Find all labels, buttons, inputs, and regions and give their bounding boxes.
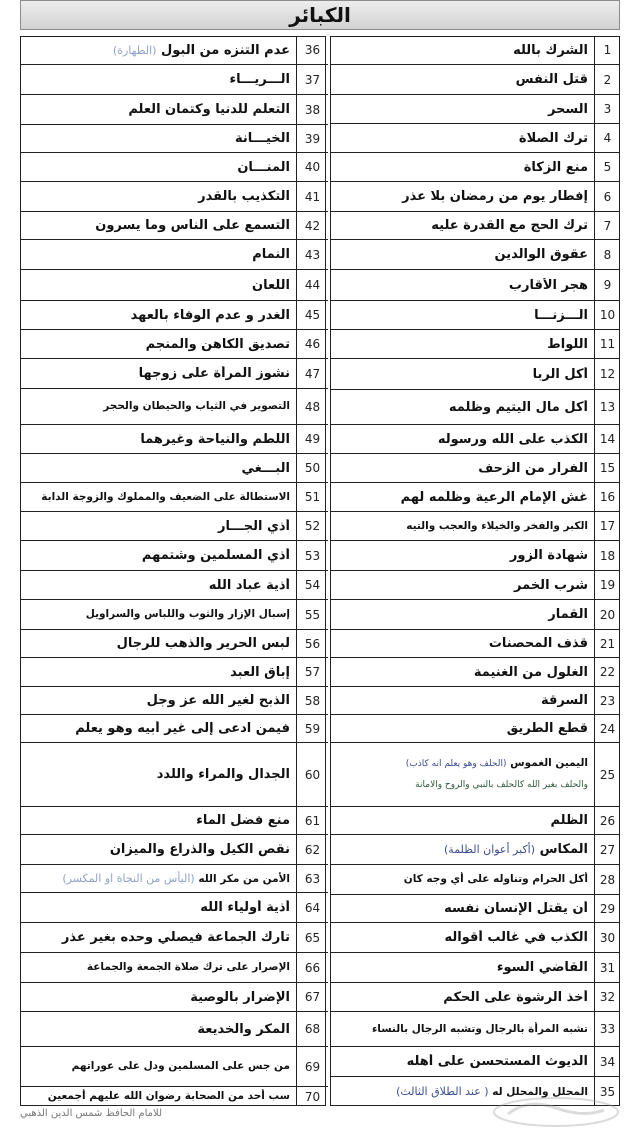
item-text (330, 636, 594, 651)
item-number: 9 (594, 270, 620, 300)
item-text (330, 665, 594, 680)
page-title: الكبائر (289, 3, 351, 27)
left-row-45 (20, 300, 328, 329)
item-text (330, 72, 594, 87)
item-text (330, 1054, 594, 1069)
item-number: 29 (594, 895, 620, 922)
item-main-text: الغدر و عدم الوفاء بالعهد (130, 307, 290, 323)
item-text (20, 842, 296, 857)
item-number: 70 (296, 1087, 328, 1106)
item-number: 18 (594, 541, 620, 570)
left-row-55 (20, 599, 328, 629)
item-main-text: أن يقتل الإنسان نفسه (444, 901, 588, 916)
item-number: 46 (296, 330, 328, 358)
left-row-62 (20, 834, 328, 864)
item-number: 38 (296, 95, 328, 124)
right-row-2 (330, 64, 620, 94)
right-row-6 (330, 181, 620, 211)
item-main-text: الـــريـــاء (229, 72, 290, 87)
item-text (20, 43, 296, 58)
item-main-text: الكذب في غالب أقواله (444, 930, 588, 945)
item-number: 20 (594, 600, 620, 629)
right-row-7 (330, 211, 620, 239)
left-row-46 (20, 329, 328, 358)
left-row-40 (20, 152, 328, 181)
item-text (330, 308, 594, 323)
item-number: 31 (594, 953, 620, 982)
item-text (330, 160, 594, 175)
item-number: 11 (594, 330, 620, 358)
right-row-26 (330, 806, 620, 834)
item-number: 12 (594, 359, 620, 389)
item-main-text: المنـــان (237, 159, 290, 175)
right-row-1 (330, 36, 620, 64)
item-number: 61 (296, 807, 328, 834)
left-row-53 (20, 540, 328, 570)
item-number: 27 (594, 835, 620, 864)
item-main-text: النمام (252, 247, 290, 262)
item-main-text: الأمن من مكر الله (198, 872, 290, 885)
item-main-text: اللطم والنياحة وغيرهما (140, 431, 290, 447)
item-main-text: القاضي السوء (496, 960, 588, 975)
item-text (20, 160, 296, 175)
item-number: 3 (594, 95, 620, 123)
item-main-text: الجدال والمراء واللدد (156, 767, 290, 782)
item-number: 5 (594, 153, 620, 181)
item-main-text: القمار (548, 607, 588, 622)
right-row-12 (330, 358, 620, 389)
right-row-19 (330, 570, 620, 599)
item-number: 41 (296, 182, 328, 211)
item-number: 1 (594, 36, 620, 64)
item-main-text: عدم التنزه من البول (160, 42, 290, 58)
left-row-69 (20, 1046, 328, 1086)
item-number: 25 (594, 743, 620, 806)
item-number: 42 (296, 212, 328, 239)
right-row-17 (330, 511, 620, 540)
item-text (330, 43, 594, 58)
item-main-text: إفطار يوم من رمضان بلا عذر (402, 189, 588, 204)
item-text (330, 548, 594, 563)
item-main-text: نشوز المرأة على زوجها (138, 366, 290, 381)
item-main-text: تارك الجماعة فيصلي وحده بغير عذر (61, 930, 290, 945)
item-main-text: نقص الكيل والذراع والميزان (109, 842, 290, 857)
item-number: 50 (296, 454, 328, 482)
item-number: 6 (594, 182, 620, 211)
item-main-text: تشبه المرأة بالرجال وتشبه الرجال بالنساء (371, 1022, 588, 1035)
item-text (330, 693, 594, 708)
item-number: 59 (296, 715, 328, 742)
item-text (20, 461, 296, 476)
right-row-21 (330, 629, 620, 657)
left-row-60 (20, 742, 328, 806)
item-text (20, 548, 296, 563)
item-number: 54 (296, 571, 328, 599)
item-number: 37 (296, 65, 328, 94)
item-text (330, 756, 594, 793)
item-main-text: شهادة الزور (509, 548, 588, 563)
item-secondary-text: والحلف بغير الله كالحلف بالنبي والروح والامانة (415, 780, 588, 790)
item-text (330, 1022, 594, 1037)
item-number: 53 (296, 541, 328, 570)
item-note: (أكبر أعوان الظلمة) (444, 843, 536, 856)
left-row-50 (20, 453, 328, 482)
item-text (330, 578, 594, 593)
item-text (20, 693, 296, 708)
item-text (330, 490, 594, 505)
item-main-text: الاستطالة على الضعيف والمملوك والزوجة الدابة (41, 490, 290, 503)
item-text (330, 901, 594, 916)
item-text (20, 1059, 296, 1074)
item-number: 57 (296, 658, 328, 686)
item-number: 51 (296, 483, 328, 511)
item-main-text: تصديق الكاهن والمنجم (145, 336, 290, 352)
right-row-32 (330, 982, 620, 1011)
item-number: 28 (594, 865, 620, 894)
item-main-text: البـــغي (241, 460, 290, 476)
item-text (330, 721, 594, 736)
item-text (20, 607, 296, 622)
item-main-text: أكل مال اليتيم وظلمه (448, 399, 588, 415)
item-number: 2 (594, 65, 620, 94)
item-number: 21 (594, 630, 620, 657)
item-text (20, 72, 296, 87)
item-number: 7 (594, 212, 620, 239)
item-main-text: لبس الحرير والذهب للرجال (116, 636, 290, 651)
item-main-text: السحر (547, 101, 588, 117)
left-row-48 (20, 388, 328, 424)
item-main-text: شرب الخمر (514, 577, 588, 593)
item-main-text: التكذيب بالقدر (198, 189, 290, 204)
item-text (20, 102, 296, 117)
item-text (20, 399, 296, 414)
item-number: 16 (594, 483, 620, 511)
left-row-47 (20, 358, 328, 388)
item-text (20, 960, 296, 975)
item-main-text: قتل النفس (515, 72, 588, 87)
item-text (20, 189, 296, 204)
item-main-text: قطع الطريق (506, 721, 588, 736)
item-text (330, 400, 594, 415)
left-row-67 (20, 982, 328, 1011)
item-main-text: التصوير في الثياب والحيطان والحجر (103, 400, 290, 412)
item-text (20, 131, 296, 146)
item-main-text: أخذ الرشوة على الحكم (443, 989, 588, 1005)
item-text (20, 900, 296, 915)
item-number: 23 (594, 687, 620, 714)
right-row-31 (330, 952, 620, 982)
item-number: 63 (296, 865, 328, 892)
item-number: 13 (594, 390, 620, 424)
item-text (20, 519, 296, 534)
item-text (20, 308, 296, 323)
item-text (330, 131, 594, 146)
item-main-text: ترك الصلاة (518, 130, 588, 146)
item-main-text: الديوث المستحسن على أهله (406, 1054, 588, 1069)
left-row-49 (20, 424, 328, 453)
left-row-58 (20, 686, 328, 714)
item-text (20, 218, 296, 233)
item-main-text: الكبر والفخر والخيلاء والعجب والتيه (406, 519, 588, 532)
item-text (330, 189, 594, 204)
item-text (330, 872, 594, 887)
item-number: 36 (296, 36, 328, 64)
left-row-41 (20, 181, 328, 211)
item-number: 22 (594, 658, 620, 686)
item-note: ( عند الطلاق الثالث) (396, 1084, 489, 1098)
item-main-text: اللواط (547, 336, 588, 352)
item-number: 68 (296, 1012, 328, 1046)
right-row-13 (330, 389, 620, 424)
right-row-27 (330, 834, 620, 864)
item-main-text: أذي المسلمين وشتمهم (141, 548, 290, 563)
item-text (20, 1022, 296, 1037)
right-row-22 (330, 657, 620, 686)
item-main-text: أذية أولياء الله (200, 900, 290, 915)
item-number: 67 (296, 983, 328, 1011)
left-row-70 (20, 1086, 328, 1106)
left-row-56 (20, 629, 328, 657)
left-row-52 (20, 511, 328, 540)
item-main-text: عقوق الوالدين (494, 247, 588, 262)
right-row-10 (330, 300, 620, 329)
item-number: 39 (296, 125, 328, 152)
item-main-text: التسمع على الناس وما يسرون (95, 218, 290, 233)
item-main-text: الفرار من الزحف (478, 460, 588, 476)
item-number: 40 (296, 153, 328, 181)
right-row-23 (330, 686, 620, 714)
left-row-44 (20, 269, 328, 300)
item-main-text: قذف المحصنات (488, 636, 588, 651)
item-text (330, 247, 594, 262)
left-row-66 (20, 952, 328, 982)
left-row-43 (20, 239, 328, 269)
item-main-text: المكاس (539, 842, 588, 857)
item-main-text: غش الإمام الرعية وظلمه لهم (400, 489, 588, 505)
item-main-text: الظلم (550, 813, 588, 828)
item-text (20, 1089, 296, 1104)
item-text (330, 813, 594, 828)
item-note: (الطهارة) (112, 43, 157, 57)
item-number: 4 (594, 124, 620, 152)
left-row-42 (20, 211, 328, 239)
right-row-28 (330, 864, 620, 894)
item-text (330, 278, 594, 293)
item-text (330, 461, 594, 476)
item-main-text: الشرك بالله (513, 42, 588, 58)
item-main-text: سب أحد من الصحابة رضوان الله عليهم أجمعين (47, 1090, 290, 1102)
item-number: 69 (296, 1047, 328, 1086)
item-number: 14 (594, 425, 620, 453)
left-row-59 (20, 714, 328, 742)
item-text (20, 247, 296, 262)
item-number: 47 (296, 359, 328, 388)
item-number: 15 (594, 454, 620, 482)
item-number: 34 (594, 1047, 620, 1076)
item-main-text: منع فضل الماء (196, 813, 290, 828)
left-row-38 (20, 94, 328, 124)
right-row-16 (330, 482, 620, 511)
item-main-text: الـــزنـــا (534, 307, 588, 323)
item-number: 66 (296, 953, 328, 982)
right-row-3 (330, 94, 620, 123)
item-number: 62 (296, 835, 328, 864)
item-number: 8 (594, 240, 620, 269)
item-main-text: أكل الحرام وتناوله على أي وجه كان (403, 873, 588, 885)
item-number: 10 (594, 301, 620, 329)
item-main-text: السرقة (540, 693, 588, 708)
left-row-39 (20, 124, 328, 152)
item-main-text: الكذب على الله ورسوله (437, 431, 588, 447)
left-row-63 (20, 864, 328, 892)
item-number: 44 (296, 270, 328, 300)
item-number: 43 (296, 240, 328, 269)
item-text (330, 607, 594, 622)
item-text (20, 432, 296, 447)
item-text (330, 960, 594, 975)
left-row-64 (20, 892, 328, 922)
right-row-4 (330, 123, 620, 152)
right-row-8 (330, 239, 620, 269)
item-main-text: ترك الحج مع القدرة عليه (431, 218, 588, 233)
item-number: 26 (594, 807, 620, 834)
right-row-24 (330, 714, 620, 742)
item-number: 32 (594, 983, 620, 1011)
watermark-logo (488, 1090, 624, 1130)
item-note: (اليأس من النجاة او المكسر) (62, 871, 195, 885)
item-main-text: أذي الجـــار (218, 518, 290, 534)
left-row-57 (20, 657, 328, 686)
left-row-54 (20, 570, 328, 599)
item-main-text: اللعان (252, 277, 290, 293)
right-row-25 (330, 742, 620, 806)
item-main-text: الخيـــانة (235, 131, 290, 146)
left-row-37 (20, 64, 328, 94)
item-main-text: أكل الربا (532, 366, 588, 382)
item-text (20, 930, 296, 945)
left-row-51 (20, 482, 328, 511)
item-number: 33 (594, 1012, 620, 1046)
item-number: 24 (594, 715, 620, 742)
item-text (330, 930, 594, 945)
item-main-text: المحلل والمحلل له (492, 1085, 588, 1098)
item-main-text: الإصرار على ترك صلاة الجمعة والجماعة (86, 961, 290, 973)
item-text (20, 767, 296, 782)
item-text (20, 721, 296, 736)
item-main-text: من جس على المسلمين ودل على عوراتهم (71, 1060, 290, 1072)
footer-credit: للامام الحافظ شمس الدين الذهبي (20, 1108, 163, 1119)
item-number: 65 (296, 923, 328, 952)
item-number: 19 (594, 571, 620, 599)
item-main-text: اليمين الغموس (510, 757, 588, 769)
left-row-68 (20, 1011, 328, 1046)
item-number: 30 (594, 923, 620, 952)
right-row-34 (330, 1046, 620, 1076)
right-row-20 (330, 599, 620, 629)
item-number: 55 (296, 600, 328, 629)
item-text (330, 990, 594, 1005)
item-text (330, 432, 594, 447)
item-text (20, 490, 296, 505)
item-main-text: التعلم للدنيا وكتمان العلم (128, 102, 290, 117)
item-text (330, 519, 594, 534)
item-number: 58 (296, 687, 328, 714)
item-text (20, 813, 296, 828)
title-bar (20, 0, 620, 30)
item-text (20, 366, 296, 381)
item-number: 45 (296, 301, 328, 329)
right-row-30 (330, 922, 620, 952)
right-row-14 (330, 424, 620, 453)
item-text (330, 842, 594, 857)
item-number: 48 (296, 389, 328, 424)
item-main-text: الغلول من الغنيمة (473, 664, 588, 680)
item-text (20, 337, 296, 352)
item-text (20, 636, 296, 651)
item-number: 56 (296, 630, 328, 657)
left-row-65 (20, 922, 328, 952)
item-text (330, 367, 594, 382)
item-main-text: إباق العبد (230, 664, 290, 680)
item-note: (الحلف وهو يعلم انه كاذب) (405, 759, 507, 769)
left-row-36 (20, 36, 328, 64)
right-row-33 (330, 1011, 620, 1046)
item-text (330, 102, 594, 117)
item-number: 49 (296, 425, 328, 453)
item-number: 60 (296, 743, 328, 806)
item-text (20, 871, 296, 887)
item-text (20, 665, 296, 680)
item-number: 17 (594, 512, 620, 540)
right-row-18 (330, 540, 620, 570)
item-main-text: الذبح لغير الله عز وجل (146, 693, 290, 708)
left-row-61 (20, 806, 328, 834)
right-row-5 (330, 152, 620, 181)
item-text (20, 278, 296, 293)
item-main-text: الإضرار بالوصية (190, 989, 290, 1005)
right-row-9 (330, 269, 620, 300)
item-main-text: فيمن ادعى إلى غير أبيه وهو يعلم (75, 721, 290, 736)
item-text (20, 990, 296, 1005)
item-text (330, 218, 594, 233)
right-row-11 (330, 329, 620, 358)
item-main-text: المكر والخديعة (197, 1021, 290, 1037)
right-row-29 (330, 894, 620, 922)
item-main-text: هجر الأقارب (508, 277, 588, 293)
item-main-text: إسبال الإزار والثوب واللباس والسراويل (85, 608, 290, 620)
item-main-text: أذية عباد الله (208, 577, 290, 593)
item-text (20, 578, 296, 593)
item-number: 35 (594, 1077, 620, 1106)
right-row-15 (330, 453, 620, 482)
item-number: 52 (296, 512, 328, 540)
item-text (330, 337, 594, 352)
item-main-text: منع الزكاة (523, 159, 588, 175)
item-number: 64 (296, 893, 328, 922)
